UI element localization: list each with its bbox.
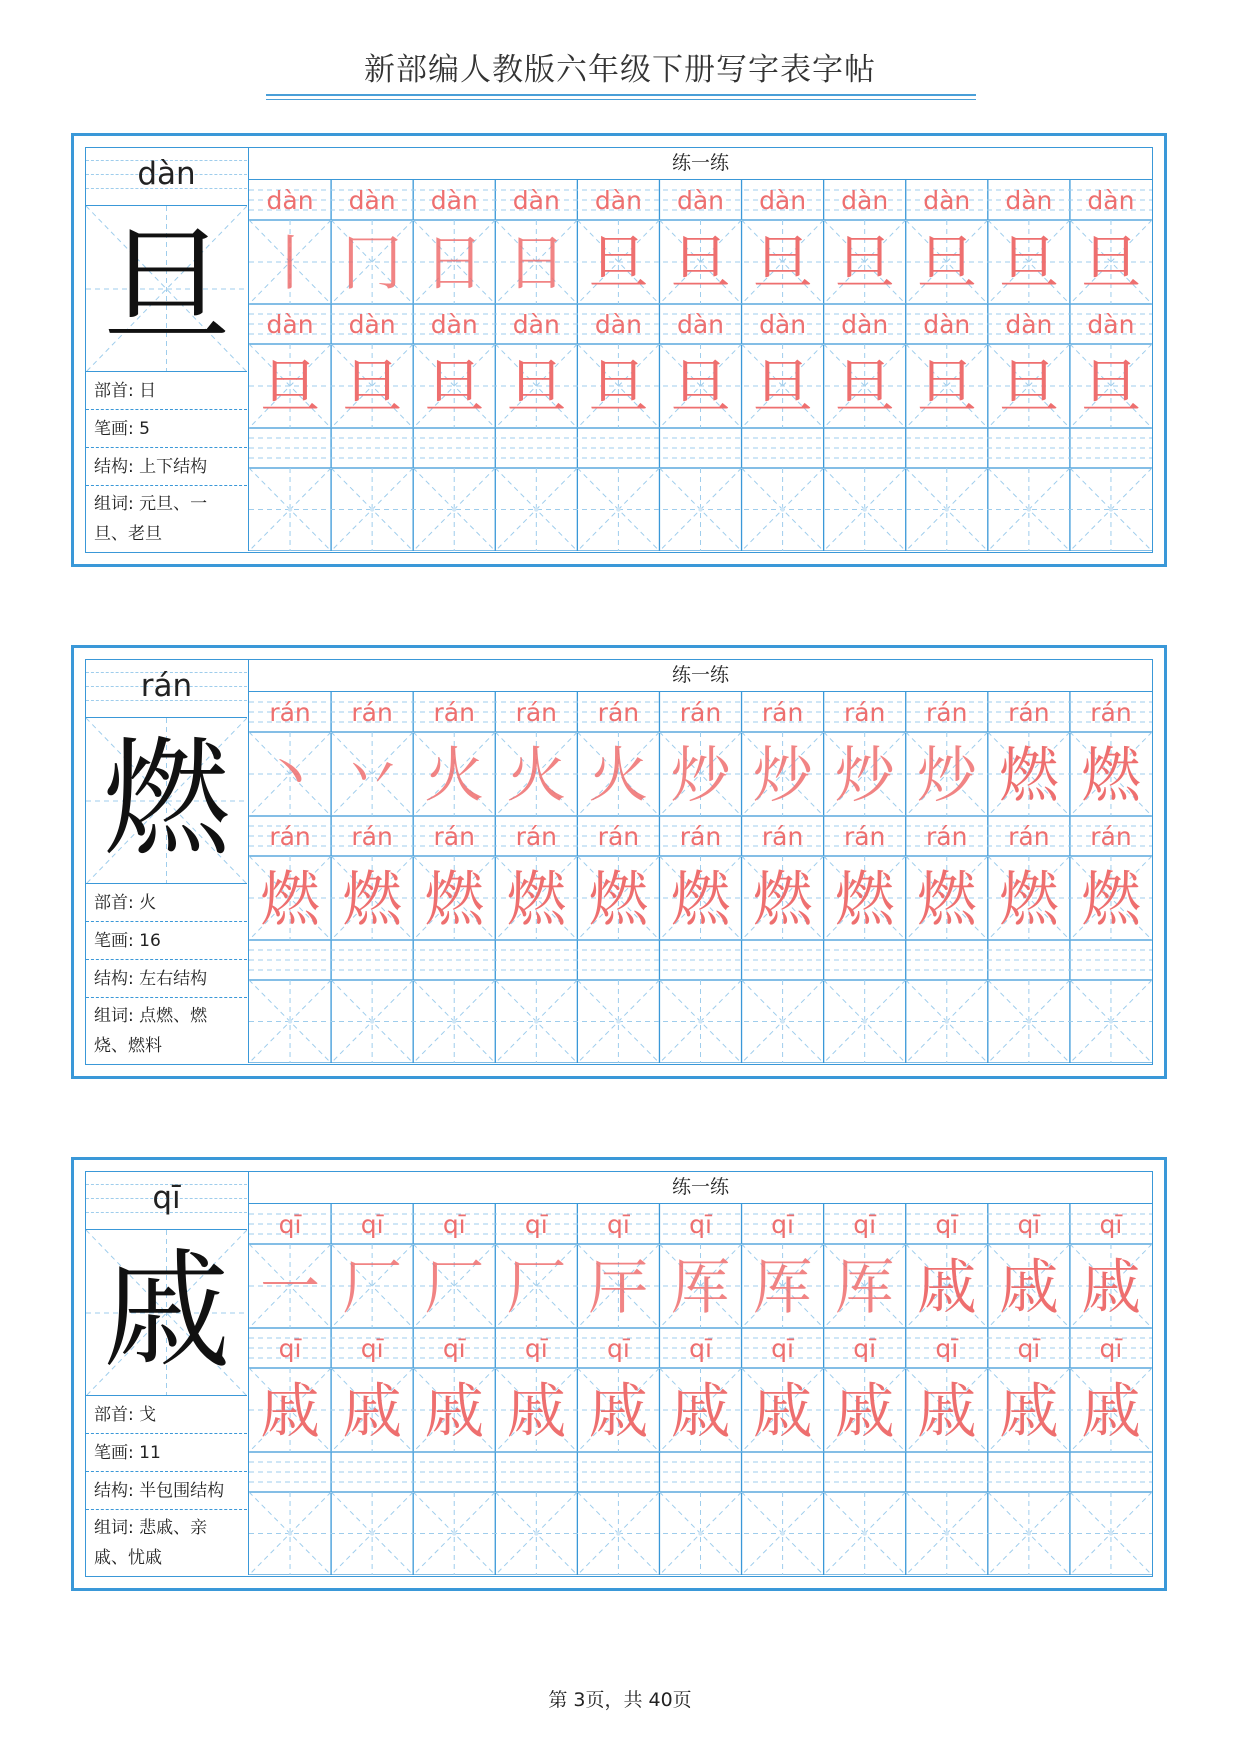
practice-grid-area <box>249 148 1152 551</box>
practice-pinyin: dàn <box>348 186 396 215</box>
practice-pinyin: rán <box>515 698 558 727</box>
card-inner-frame <box>85 147 1153 553</box>
practice-pinyin: dàn <box>676 310 725 339</box>
practice-pinyin: dàn <box>348 310 396 339</box>
practice-character: 旦 <box>588 229 649 299</box>
practice-header: 练一练 <box>249 660 1152 692</box>
practice-character: 火 <box>506 741 567 811</box>
practice-character: 旦 <box>260 353 321 423</box>
practice-character: 燃 <box>1080 865 1141 935</box>
practice-pinyin: qī <box>1099 1210 1123 1239</box>
practice-character: 火 <box>424 741 485 811</box>
practice-grid <box>249 660 1152 1063</box>
practice-pinyin: dàn <box>266 310 314 339</box>
practice-character: 一 <box>260 1253 321 1323</box>
practice-character: 戚 <box>670 1377 731 1447</box>
practice-pinyin: dàn <box>923 310 971 339</box>
radical-row <box>86 1396 247 1434</box>
practice-header: 练一练 <box>249 1172 1152 1204</box>
practice-character: 厍 <box>752 1253 813 1323</box>
practice-pinyin: dàn <box>841 310 889 339</box>
character-info-column <box>86 148 249 551</box>
practice-pinyin: rán <box>679 822 722 851</box>
practice-pinyin: qī <box>524 1210 548 1239</box>
practice-pinyin: dàn <box>759 310 807 339</box>
page-title: 新部编人教版六年级下册写字表字帖 <box>364 52 876 88</box>
structure-row <box>86 448 247 486</box>
practice-pinyin: qī <box>360 1334 384 1363</box>
structure-label: 结构: <box>94 969 140 989</box>
practice-character: 戚 <box>916 1253 977 1323</box>
structure-value: 半包围结构 <box>139 1481 225 1501</box>
practice-character: 戚 <box>1080 1377 1141 1447</box>
practice-character: 燃 <box>670 865 731 935</box>
practice-character: 厂 <box>342 1253 403 1323</box>
title-underline-thin <box>266 99 976 100</box>
character-card-3 <box>71 1157 1167 1591</box>
practice-pinyin: qī <box>606 1334 630 1363</box>
main-pinyin-box <box>86 660 247 718</box>
words-label: 组词: <box>94 1006 140 1026</box>
strokes-value: 11 <box>139 1443 161 1463</box>
practice-character: 旦 <box>424 353 485 423</box>
main-character-box <box>86 1230 247 1396</box>
practice-pinyin: dàn <box>512 310 560 339</box>
practice-pinyin: qī <box>1099 1334 1123 1363</box>
practice-pinyin: dàn <box>923 186 971 215</box>
structure-row <box>86 960 247 998</box>
practice-pinyin: qī <box>442 1210 466 1239</box>
practice-character: 炒 <box>916 741 977 811</box>
practice-character: 炒 <box>834 741 895 811</box>
main-character: 燃 <box>102 725 231 874</box>
main-pinyin: qī <box>152 1180 181 1216</box>
radical-row <box>86 372 247 410</box>
words-value: 悲戚、亲戚、忧戚 <box>94 1518 208 1568</box>
practice-character: 炒 <box>752 741 813 811</box>
practice-character: 旦 <box>1080 229 1141 299</box>
practice-character: 戚 <box>834 1377 895 1447</box>
main-pinyin: dàn <box>137 156 196 192</box>
practice-character: 丶 <box>260 741 321 811</box>
practice-character: 旦 <box>998 229 1059 299</box>
practice-pinyin: rán <box>1008 698 1050 727</box>
practice-character: 厂 <box>506 1253 567 1323</box>
main-pinyin-box <box>86 1172 247 1230</box>
practice-pinyin: qī <box>853 1334 877 1363</box>
radical-label: 部首: <box>94 893 140 913</box>
practice-character: 燃 <box>752 865 813 935</box>
practice-character: 旦 <box>834 229 895 299</box>
practice-pinyin: dàn <box>430 186 478 215</box>
practice-pinyin: dàn <box>1087 310 1135 339</box>
practice-character: 戚 <box>998 1253 1059 1323</box>
practice-character: 旦 <box>1080 353 1141 423</box>
words-value: 元旦、一旦、老旦 <box>94 494 208 544</box>
practice-character: 燃 <box>998 865 1059 935</box>
title-underline <box>266 94 976 96</box>
practice-character: 厈 <box>588 1253 649 1323</box>
practice-pinyin: rán <box>1090 698 1132 727</box>
practice-character: 旦 <box>752 353 813 423</box>
words-value: 点燃、燃烧、燃料 <box>94 1006 208 1056</box>
words-label: 组词: <box>94 494 140 514</box>
practice-character: 戚 <box>998 1377 1059 1447</box>
character-info-column <box>86 660 249 1063</box>
practice-character: 戚 <box>506 1377 567 1447</box>
strokes-row <box>86 410 247 448</box>
practice-pinyin: dàn <box>1005 186 1053 215</box>
practice-character: 日 <box>506 229 567 299</box>
practice-pinyin: rán <box>433 698 475 727</box>
practice-pinyin: rán <box>761 822 804 851</box>
practice-pinyin: rán <box>269 822 311 851</box>
practice-pinyin: qī <box>853 1210 877 1239</box>
structure-value: 上下结构 <box>139 457 208 477</box>
practice-character: 旦 <box>670 229 731 299</box>
practice-pinyin: rán <box>679 698 722 727</box>
practice-character: 厍 <box>834 1253 895 1323</box>
practice-pinyin: qī <box>689 1210 712 1239</box>
practice-header: 练一练 <box>249 148 1152 180</box>
practice-pinyin: rán <box>1090 822 1132 851</box>
practice-character: 炒 <box>670 741 731 811</box>
practice-pinyin: qī <box>689 1334 712 1363</box>
practice-character: 旦 <box>506 353 567 423</box>
main-pinyin-box <box>86 148 247 206</box>
practice-grid <box>249 1172 1152 1575</box>
practice-pinyin: rán <box>515 822 558 851</box>
practice-pinyin: qī <box>442 1334 466 1363</box>
practice-pinyin: dàn <box>594 186 642 215</box>
practice-pinyin: dàn <box>759 186 807 215</box>
main-pinyin: rán <box>140 668 193 704</box>
practice-character: 厍 <box>670 1253 731 1323</box>
practice-character: 燃 <box>424 865 485 935</box>
radical-label: 部首: <box>94 381 140 401</box>
practice-pinyin: dàn <box>676 186 725 215</box>
practice-character: 戚 <box>1080 1253 1141 1323</box>
practice-pinyin: rán <box>351 698 393 727</box>
radical-value: 火 <box>139 893 157 913</box>
practice-character: 戚 <box>424 1377 485 1447</box>
practice-pinyin: rán <box>1008 822 1050 851</box>
practice-pinyin: qī <box>935 1210 959 1239</box>
words-row <box>86 998 247 1063</box>
practice-pinyin: rán <box>926 698 968 727</box>
practice-character: 燃 <box>588 865 649 935</box>
structure-row <box>86 1472 247 1510</box>
card-inner-frame <box>85 659 1153 1065</box>
strokes-value: 16 <box>139 931 161 951</box>
practice-character: 火 <box>588 741 649 811</box>
practice-pinyin: qī <box>606 1210 630 1239</box>
strokes-label: 笔画: <box>94 419 140 439</box>
practice-pinyin: rán <box>597 822 640 851</box>
character-card-1 <box>71 133 1167 567</box>
practice-pinyin: qī <box>278 1334 302 1363</box>
practice-pinyin: rán <box>926 822 968 851</box>
practice-character: 旦 <box>916 353 977 423</box>
practice-pinyin: rán <box>597 698 640 727</box>
practice-character: 燃 <box>834 865 895 935</box>
strokes-value: 5 <box>139 419 150 439</box>
practice-character: 戚 <box>588 1377 649 1447</box>
practice-pinyin: qī <box>771 1210 795 1239</box>
practice-pinyin: qī <box>360 1210 384 1239</box>
practice-character: 燃 <box>1080 741 1141 811</box>
strokes-label: 笔画: <box>94 1443 140 1463</box>
main-character: 戚 <box>102 1237 231 1386</box>
practice-pinyin: dàn <box>1087 186 1135 215</box>
practice-character: 燃 <box>342 865 403 935</box>
radical-value: 戈 <box>139 1405 157 1425</box>
practice-character: 丷 <box>342 741 403 811</box>
structure-label: 结构: <box>94 457 140 477</box>
practice-character: 旦 <box>342 353 403 423</box>
radical-label: 部首: <box>94 1405 140 1425</box>
practice-pinyin: dàn <box>266 186 314 215</box>
main-character-box <box>86 206 247 372</box>
practice-character: 旦 <box>588 353 649 423</box>
strokes-label: 笔画: <box>94 931 140 951</box>
practice-character: 旦 <box>670 353 731 423</box>
words-row <box>86 486 247 551</box>
radical-row <box>86 884 247 922</box>
practice-character: 厂 <box>424 1253 485 1323</box>
practice-pinyin: rán <box>269 698 311 727</box>
practice-character: 戚 <box>752 1377 813 1447</box>
main-character-box <box>86 718 247 884</box>
practice-character: 日 <box>424 229 485 299</box>
practice-character: 旦 <box>916 229 977 299</box>
character-info-column <box>86 1172 249 1575</box>
practice-pinyin: rán <box>761 698 804 727</box>
practice-pinyin: rán <box>433 822 475 851</box>
character-card-2 <box>71 645 1167 1079</box>
practice-pinyin: qī <box>1017 1210 1041 1239</box>
practice-grid <box>249 148 1152 551</box>
practice-character: 冂 <box>342 229 403 299</box>
practice-pinyin: rán <box>843 822 886 851</box>
words-label: 组词: <box>94 1518 140 1538</box>
practice-pinyin: qī <box>524 1334 548 1363</box>
structure-value: 左右结构 <box>139 969 208 989</box>
practice-pinyin: qī <box>771 1334 795 1363</box>
practice-character: 旦 <box>752 229 813 299</box>
practice-character: 燃 <box>998 741 1059 811</box>
practice-grid-area <box>249 660 1152 1063</box>
practice-pinyin: qī <box>278 1210 302 1239</box>
practice-pinyin: dàn <box>430 310 478 339</box>
practice-character: 丨 <box>260 229 321 299</box>
practice-pinyin: rán <box>351 822 393 851</box>
practice-character: 旦 <box>834 353 895 423</box>
practice-grid-area <box>249 1172 1152 1575</box>
words-row <box>86 1510 247 1575</box>
practice-character: 燃 <box>916 865 977 935</box>
practice-character: 燃 <box>506 865 567 935</box>
practice-character: 戚 <box>916 1377 977 1447</box>
practice-pinyin: dàn <box>512 186 560 215</box>
page-footer: 第 3页，共 40页 <box>548 1689 692 1711</box>
structure-label: 结构: <box>94 1481 140 1501</box>
strokes-row <box>86 1434 247 1472</box>
practice-pinyin: dàn <box>841 186 889 215</box>
practice-pinyin: qī <box>935 1334 959 1363</box>
practice-pinyin: rán <box>843 698 886 727</box>
card-inner-frame <box>85 1171 1153 1577</box>
main-character: 旦 <box>102 213 231 362</box>
practice-character: 燃 <box>260 865 321 935</box>
strokes-row <box>86 922 247 960</box>
practice-character: 戚 <box>342 1377 403 1447</box>
practice-character: 旦 <box>998 353 1059 423</box>
practice-pinyin: qī <box>1017 1334 1041 1363</box>
radical-value: 日 <box>139 381 157 401</box>
practice-character: 戚 <box>260 1377 321 1447</box>
practice-pinyin: dàn <box>1005 310 1053 339</box>
practice-pinyin: dàn <box>594 310 642 339</box>
